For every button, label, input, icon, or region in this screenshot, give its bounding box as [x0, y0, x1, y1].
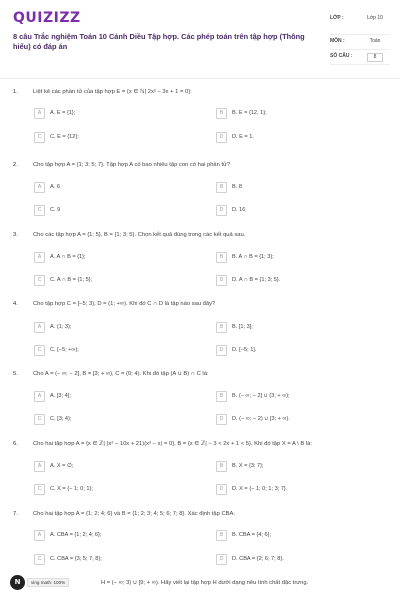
question-number: 3. — [13, 232, 18, 238]
question-count-box: 8 — [367, 53, 383, 62]
info-row-count — [330, 50, 390, 65]
option-text: B. A ∩ B = {1; 3}; — [232, 254, 274, 260]
option-letter-box: D — [216, 275, 227, 286]
option-c[interactable] — [34, 553, 102, 565]
info-label: SỐ CÂU : — [330, 53, 353, 59]
option-letter-box: C — [34, 414, 45, 425]
option-a[interactable] — [34, 390, 71, 402]
option-d[interactable] — [216, 483, 287, 495]
option-text: A. 6 — [50, 184, 60, 190]
page-header — [0, 0, 400, 80]
option-a[interactable] — [34, 529, 101, 541]
option-text: A. A ∩ B = {1}; — [50, 254, 86, 260]
question-number: 6. — [13, 441, 18, 447]
option-letter-box: C — [34, 205, 45, 216]
header-divider — [0, 78, 400, 79]
option-a[interactable] — [34, 251, 86, 263]
option-b[interactable] — [216, 107, 267, 119]
option-text: B. CBA = {4; 6}; — [232, 532, 272, 538]
zoom-badge[interactable]: ving math: 100% — [27, 578, 69, 587]
option-text: C. CBA = {3; 5; 7; 8}; — [50, 556, 102, 562]
option-letter-box: D — [216, 484, 227, 495]
info-label: LỚP : — [330, 15, 344, 21]
option-d[interactable] — [216, 344, 256, 356]
info-value: Toán — [369, 38, 381, 44]
option-text: A. [3; 4]; — [50, 393, 71, 399]
option-text: C. A ∩ B = {1; 5}; — [50, 277, 93, 283]
option-letter-box: D — [216, 205, 227, 216]
question-number: 7. — [13, 511, 18, 517]
option-letter-box: C — [34, 345, 45, 356]
bottom-toolbar — [10, 574, 69, 590]
option-c[interactable] — [34, 131, 79, 143]
option-text: D. A ∩ B = {1; 3; 5}. — [232, 277, 281, 283]
option-letter-box: C — [34, 484, 45, 495]
info-row-subject — [330, 35, 390, 50]
option-text: C. E = {12}; — [50, 134, 79, 140]
question-text: Cho các tập hợp A = {1; 5}, B = {1; 3; 5}. Chọn kết quả đúng trong các kết quả sau. — [33, 232, 246, 238]
question-number: 5. — [13, 371, 18, 377]
option-text: D. (− ∞; − 2) ∪ [3; + ∞). — [232, 416, 290, 422]
question-number: 2. — [13, 162, 18, 168]
option-text: B. (− ∞; − 2] ∪ (3; + ∞); — [232, 393, 290, 399]
info-table — [330, 12, 390, 65]
option-letter-box: C — [34, 554, 45, 565]
option-letter-box: A — [34, 322, 45, 333]
option-letter-box: D — [216, 132, 227, 143]
option-text: C. [3; 4); — [50, 416, 72, 422]
option-text: D. [−5; 1]. — [232, 347, 257, 353]
question-text: Cho hai tập hợp A = {1; 2; 4; 6} và B = {1; 2; 3; 4; 5; 6; 7; 8}. Xác định tập CBA. — [33, 511, 236, 517]
option-b[interactable] — [216, 251, 274, 263]
option-text: D. 16 — [232, 207, 246, 213]
option-letter-box: A — [34, 461, 45, 472]
option-text: B. E = {12, 1}; — [232, 110, 267, 116]
option-text: C. [−5; +∞); — [50, 347, 79, 353]
option-text: C. 9 — [50, 207, 61, 213]
option-text: A. X = ∅; — [50, 463, 74, 469]
option-letter-box: B — [216, 391, 227, 402]
question-text: H = (− ∞; 3) ∪ [9; + ∞). Hãy viết lại tập hợp H dưới dạng nêu tính chất đặc trưng. — [101, 580, 309, 586]
option-text: D. E = 1. — [232, 134, 254, 140]
option-a[interactable] — [34, 321, 71, 333]
option-text: B. 8 — [232, 184, 242, 190]
option-letter-box: B — [216, 252, 227, 263]
option-letter-box: B — [216, 108, 227, 119]
question-text: Cho tập hợp A = {1; 3; 5; 7}. Tập hợp A có bao nhiêu tập con có hai phần tử? — [33, 162, 231, 168]
option-text: B. X = {3; 7}; — [232, 463, 264, 469]
option-letter-box: A — [34, 182, 45, 193]
option-text: D. X = {− 1; 0; 1; 3; 7}. — [232, 486, 288, 492]
option-c[interactable] — [34, 204, 60, 216]
option-text: A. CBA = {1; 2; 4; 6}; — [50, 532, 102, 538]
option-d[interactable] — [216, 204, 245, 216]
option-d[interactable] — [216, 553, 284, 565]
option-a[interactable] — [34, 181, 60, 193]
option-b[interactable] — [216, 529, 271, 541]
option-letter-box: B — [216, 530, 227, 541]
n-logo-icon[interactable]: N — [10, 575, 25, 590]
option-letter-box: A — [34, 530, 45, 541]
option-c[interactable] — [34, 413, 71, 425]
option-a[interactable] — [34, 460, 73, 472]
question-text: Cho tập hợp C = [−5; 3), D = (1; +∞). Khi đó C ∩ D là tập nào sau đây? — [33, 301, 216, 307]
option-b[interactable] — [216, 321, 253, 333]
option-letter-box: D — [216, 345, 227, 356]
option-letter-box: B — [216, 182, 227, 193]
option-c[interactable] — [34, 344, 79, 356]
option-text: A. (1; 3); — [50, 324, 72, 330]
document-title: 8 câu Trắc nghiệm Toán 10 Cánh Diều Tập hợp. Các phép toán trên tập hợp (Thông hiểu) có đáp án — [13, 32, 305, 51]
question-number: 4. — [13, 301, 18, 307]
option-text: C. X = {− 1; 0; 1}; — [50, 486, 93, 492]
option-letter-box: D — [216, 554, 227, 565]
question-number: 1. — [13, 89, 18, 95]
info-value — [360, 50, 390, 62]
option-letter-box: B — [216, 322, 227, 333]
question-text: Liệt kê các phần tử của tập hợp E = {x ∈ ℕ| 2x² − 3x + 1 = 0}: — [33, 89, 192, 95]
option-c[interactable] — [34, 483, 93, 495]
option-letter-box: D — [216, 414, 227, 425]
option-letter-box: C — [34, 275, 45, 286]
option-b[interactable] — [216, 390, 290, 402]
info-row-class — [330, 12, 390, 35]
info-value: Lớp 10 — [367, 15, 383, 21]
option-text: A. E = {1}; — [50, 110, 76, 116]
option-d[interactable] — [216, 274, 280, 286]
info-label: MÔN : — [330, 38, 345, 44]
option-b[interactable] — [216, 181, 242, 193]
option-letter-box: A — [34, 252, 45, 263]
option-d[interactable] — [216, 131, 254, 143]
option-text: B. [1; 3]; — [232, 324, 253, 330]
option-b[interactable] — [216, 460, 264, 472]
option-letter-box: C — [34, 132, 45, 143]
option-d[interactable] — [216, 413, 290, 425]
question-text: Cho hai tập hợp A = {x ∈ ℤ| (x² − 10x + 21)(x³ − x) = 0}, B = {x ∈ ℤ| − 3 < 2x + 1 < 5}. Khi đó tập X = A \ B là: — [33, 441, 312, 447]
option-c[interactable] — [34, 274, 92, 286]
option-letter-box: A — [34, 108, 45, 119]
quizizz-logo: QUIZIZZ — [13, 10, 81, 26]
option-letter-box: B — [216, 461, 227, 472]
option-a[interactable] — [34, 107, 75, 119]
option-letter-box: A — [34, 391, 45, 402]
question-text: Cho A = (− ∞; − 2], B = [3; + ∞), C = (0; 4). Khi đó tập (A ∪ B) ∩ C là: — [33, 371, 209, 377]
option-text: D. CBA = {2; 6; 7; 8}. — [232, 556, 284, 562]
